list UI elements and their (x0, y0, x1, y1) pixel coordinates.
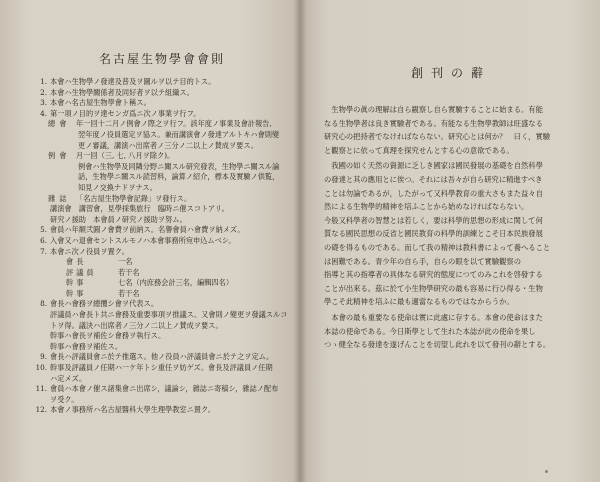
officer-title: 會長 (66, 257, 87, 267)
society-rules (34, 77, 290, 416)
rule-line: 入會又ハ退會セントスルモノハ本會事務所宛申込ムベシ。 (50, 235, 236, 245)
rule-line: ハ定メズ。 (50, 373, 87, 383)
paragraph-line: 研究心の把持者でなければならない。研究心とは何か？ 曰く，實驗 (324, 132, 551, 142)
inaugural-address-body (324, 103, 578, 352)
rule-number: 12. (35, 405, 47, 415)
paragraph-line: 我國の如く天然の資源に乏しき國家は國民發展の基礎を自然科學 (331, 161, 543, 171)
rule-line: トヲ得。議決ハ出席者ノ三分ノ二以上ノ賛成ヲ要ス。 (50, 320, 223, 330)
rule-line: 本會ノ事務所ハ名古屋醫科大學生理學教室ニ置ク。 (50, 405, 216, 415)
paragraph-line: 質なる國民思想の反省と國民教育の科學的訓練とこそ日本民族發展 (324, 229, 543, 239)
rule-text (50, 98, 290, 109)
meeting-line: 月一回（三, 七, 八月ヲ除ク)。 (76, 151, 175, 161)
meeting-label: 例會 (48, 151, 71, 161)
rule-number: 8. (40, 299, 47, 309)
rule-item (34, 384, 290, 405)
rule-item (34, 299, 290, 352)
paragraph-line: ことが出來る。茲に於て小生物學研究の最も容易に行ひ得る・生物 (324, 283, 543, 293)
rule-number: 4. (40, 108, 47, 118)
officer-title: 評議員 (66, 267, 97, 277)
inaugural-address-title: 創刊の辭 (410, 66, 491, 80)
rule-item (34, 363, 290, 384)
officer-row (34, 257, 290, 268)
rule-text (50, 363, 290, 384)
rule-item (34, 98, 290, 109)
rule-line: 會員ハ本會ノ催ス諸集會ニ出席シ，議論シ，雜誌ニ寄稿シ，雜誌ノ配布 (50, 384, 279, 394)
paragraph-line: は困難である。青少年の自ら手，自らの眼を以て實驗觀察の (324, 256, 522, 266)
paragraph (324, 159, 578, 309)
rule-item (34, 77, 290, 88)
meeting-line: 「名古屋生物學會記錄」ヲ發行ス。 (76, 193, 192, 203)
paragraph-line: 生物學の眞の理解は自ら観察し自ら實驗することに始まる。有能 (331, 105, 543, 114)
rule-text (50, 88, 290, 99)
rule-text (50, 77, 290, 88)
meeting-line: 更ノ審議，講演ハ出席者ノ三分ノ二以上ノ賛成ヲ要ス。 (78, 140, 258, 150)
paragraph-line: の礎を得るものである。而して我の精神は教科書によって養へること (324, 242, 551, 252)
paragraph (324, 103, 578, 157)
rule-item (34, 236, 290, 247)
paper-speck (545, 470, 548, 473)
meeting-line: 例會ハ生物學及同隣分野ニ關スル研究發表，生物學ニ關スル論 (78, 161, 280, 171)
paragraph-line: の發達と其の應用とに俟つ。それには吾々が自ら研究に精進すべき (324, 174, 543, 184)
rule-text (50, 352, 290, 363)
rule-line: 本會ニ次ノ役員ヲ置ク。 (50, 246, 129, 256)
rule-line: 第一項ノ目的ヲ達センガ爲ニ次ノ事業ヲ行フ。 (50, 108, 201, 118)
rule-number: 5. (40, 225, 47, 235)
paragraph-line: 然による生物學的精神を培ふことから始めなければならない。 (324, 202, 529, 212)
officer-count: 若干名 (118, 267, 140, 277)
rule-text (50, 299, 290, 352)
rule-item (34, 352, 290, 363)
meeting-line: 知見ノ交換ナドヲナス。 (78, 182, 157, 192)
rule-line: ヲ受ク。 (50, 394, 79, 404)
rule-text (50, 109, 290, 120)
rule-line: 幹事及評議員ノ任期ハ一ケ年トシ重任ヲ妨ゲズ。會長及評議員ノ任期 (50, 363, 273, 373)
meeting-line: 話，生物學ニ關スル読習料，論算ノ紹介，標本及實驗ノ供覧， (78, 172, 280, 182)
rule-item (34, 405, 290, 416)
paragraph (324, 311, 578, 352)
paragraph-line: 今般又科學者の智慧とは若しく，要は科學的思想の形成に関して何 (324, 215, 543, 225)
rule-line: 會長ハ會務ヲ總攬シ會ヲ代表ス。 (50, 299, 159, 309)
meeting-label: 雜誌 (48, 193, 71, 203)
rule-number: 7. (40, 246, 47, 256)
paragraph-line: つゝ健全なる發達を遂げんことを切望し此れを以て發刊の辭とする。 (324, 340, 551, 350)
rule-line: 評議員ハ會長ト共ニ會務及重要事項ヲ推議ス。又會則ノ變更ヲ發議スルコ (50, 310, 288, 320)
rule-number: 11. (35, 384, 47, 394)
paragraph-line: なる生物學者は良き實驗者である。有能なる生物學教師は旺盛なる (324, 118, 543, 128)
rule-line: 本會ハ生物學關係者及同好者ヲ以テ組織ス。 (50, 87, 194, 97)
rule-line: 會員ハ年額弐圓ノ會費ヲ前納ス。名譽會員ハ會費ヲ納メズ。 (50, 225, 245, 235)
rule-text (50, 236, 290, 247)
officer-title: 幹事 (66, 288, 87, 298)
meeting-item (34, 151, 290, 162)
paragraph-line: ことは勿論であるが，したがって又科學教育の重大さもまた益々自 (324, 188, 543, 198)
rule-line: 本會ハ名古屋生物學會ト稱ス。 (50, 98, 151, 108)
rule-item (34, 247, 290, 258)
officer-count: 七名（内庶務会計三名，編輯四名） (118, 278, 234, 288)
rule4-line: 講演會 講習會，見學採集旅行 臨時ニ催スコトアリ。 (50, 204, 229, 214)
meeting-line: 年一回十二月ノ例會ノ際之ヲ行フ。該年度ノ事業及會計報告, (76, 119, 272, 129)
rule-text (50, 225, 290, 236)
rule-number: 6. (40, 235, 47, 245)
officer-count: 一名 (118, 257, 133, 267)
officer-row (34, 289, 290, 300)
rule-line: 幹事ハ會長ヲ補佐シ會務ヲ執行ス。 (50, 331, 166, 341)
paragraph-line: 本誌の使命である。今日斯學として生れた本誌が此の使命を果し (324, 326, 536, 336)
meeting-item (34, 119, 290, 130)
officer-title: 幹事 (66, 278, 87, 288)
paragraph-line: 本會の最も重要なる使命は實に此處に存する。本會の使命はまた (331, 312, 543, 322)
rule-line: 本會ハ生物學ノ發達及普及ヲ圖ルヲ以テ目的トス。 (50, 77, 216, 86)
paragraph-line: 學こそ此精神を培ふに最も適當なるものではなからうか。 (324, 297, 514, 307)
paragraph-line: と觀察とに依って真理を探究せんとする心の意欲である。 (324, 145, 514, 155)
rule-item (34, 88, 290, 99)
officer-count: 若干名 (118, 288, 140, 298)
meeting-item (34, 194, 290, 205)
paragraph-line: 指導と其の指導者の具体なる研究的態度につてのみこれを啓發する (324, 270, 543, 280)
society-rules-title: 名古屋生物學會會則 (98, 52, 225, 66)
rule-line: 幹事ハ會務ヲ補佐ス。 (50, 341, 123, 351)
rule4-line: 研究ノ援助 本會員ノ研究ノ援助ヲ努ム。 (50, 214, 187, 224)
right-page (300, 0, 600, 482)
meeting-label: 總會 (48, 119, 71, 129)
officer-row (34, 278, 290, 289)
rule-number: 2. (40, 87, 47, 97)
rule-text (50, 384, 290, 405)
meeting-line: 翌年度ノ役員選定ヲ協ス。兼而講演會ノ發達アルトキハ會則變 (78, 129, 280, 139)
rule-number: 3. (40, 98, 47, 108)
rule-number: 10. (35, 363, 47, 373)
rule-item (34, 109, 290, 120)
rule-number: 9. (40, 352, 47, 362)
rule-text (50, 405, 290, 416)
rule-item (34, 225, 290, 236)
rule-line: 會長ハ評議員會ニ於テ推選ス。他ノ役員ハ評議員會ニ於テ之ヲ定ム。 (50, 352, 274, 362)
officer-row (34, 268, 290, 279)
rule-number: 1. (40, 77, 47, 86)
rule-text (50, 247, 290, 258)
